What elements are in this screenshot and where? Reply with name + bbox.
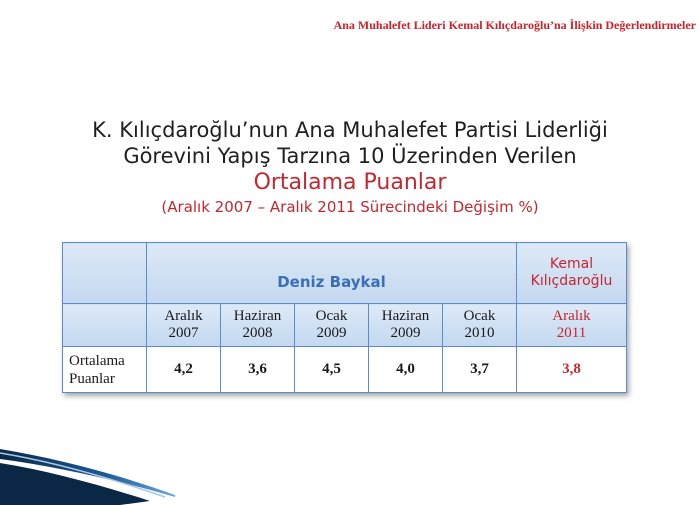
- period-label-cell: [63, 304, 147, 347]
- kemal-line-2: Kılıçdaroğlu: [530, 273, 613, 289]
- period-month: Haziran: [381, 308, 430, 324]
- score-cell: 4,5: [295, 347, 369, 393]
- kemal-line-1: Kemal: [549, 256, 594, 272]
- score-cell-current: 3,8: [517, 347, 627, 393]
- period-month: Aralık: [164, 308, 203, 324]
- scores-table-container: [62, 242, 627, 393]
- score-cell: 4,2: [147, 347, 221, 393]
- period-header-ocak-2009: [295, 304, 369, 347]
- score-cell: 4,0: [369, 347, 443, 393]
- decorative-swoosh: [0, 445, 700, 505]
- group-header-deniz-baykal: Deniz Baykal: [147, 243, 517, 304]
- slide-title: [0, 117, 700, 217]
- period-header-aralik-2007: [147, 304, 221, 347]
- period-year: 2010: [464, 325, 495, 341]
- row-label-line-2: Puanlar: [69, 370, 115, 387]
- period-year: 2007: [168, 325, 199, 341]
- period-header-ocak-2010: [443, 304, 517, 347]
- presentation-header: Ana Muhalefet Lideri Kemal Kılıçdaroğlu’na İlişkin Değerlendirmeler: [333, 18, 696, 32]
- period-month: Aralık: [552, 308, 591, 324]
- period-month: Ocak: [463, 308, 496, 324]
- group-header-kemal-kilicdaroglu: [517, 243, 627, 304]
- period-year: 2009: [316, 325, 347, 341]
- title-subtitle: (Aralık 2007 – Aralık 2011 Sürecindeki Değişim %): [161, 198, 539, 216]
- period-month: Ocak: [315, 308, 348, 324]
- title-line-1: K. Kılıçdaroğlu’nun Ana Muhalefet Partisi Liderliği: [92, 118, 608, 142]
- period-year: 2008: [242, 325, 273, 341]
- period-header-haziran-2009: [369, 304, 443, 347]
- period-header-aralik-2011: [517, 304, 627, 347]
- title-line-2: Görevini Yapış Tarzına 10 Üzerinden Verilen: [123, 144, 577, 168]
- period-year: 2009: [390, 325, 421, 341]
- period-header-haziran-2008: [221, 304, 295, 347]
- scores-table: [62, 242, 627, 393]
- row-label-line-1: Ortalama: [69, 352, 125, 369]
- score-cell: 3,7: [443, 347, 517, 393]
- period-year: 2011: [556, 325, 587, 341]
- period-month: Haziran: [233, 308, 282, 324]
- corner-cell: [63, 243, 147, 304]
- row-label-ortalama-puanlar: [63, 347, 147, 393]
- score-cell: 3,6: [221, 347, 295, 393]
- title-line-3: Ortalama Puanlar: [253, 170, 447, 195]
